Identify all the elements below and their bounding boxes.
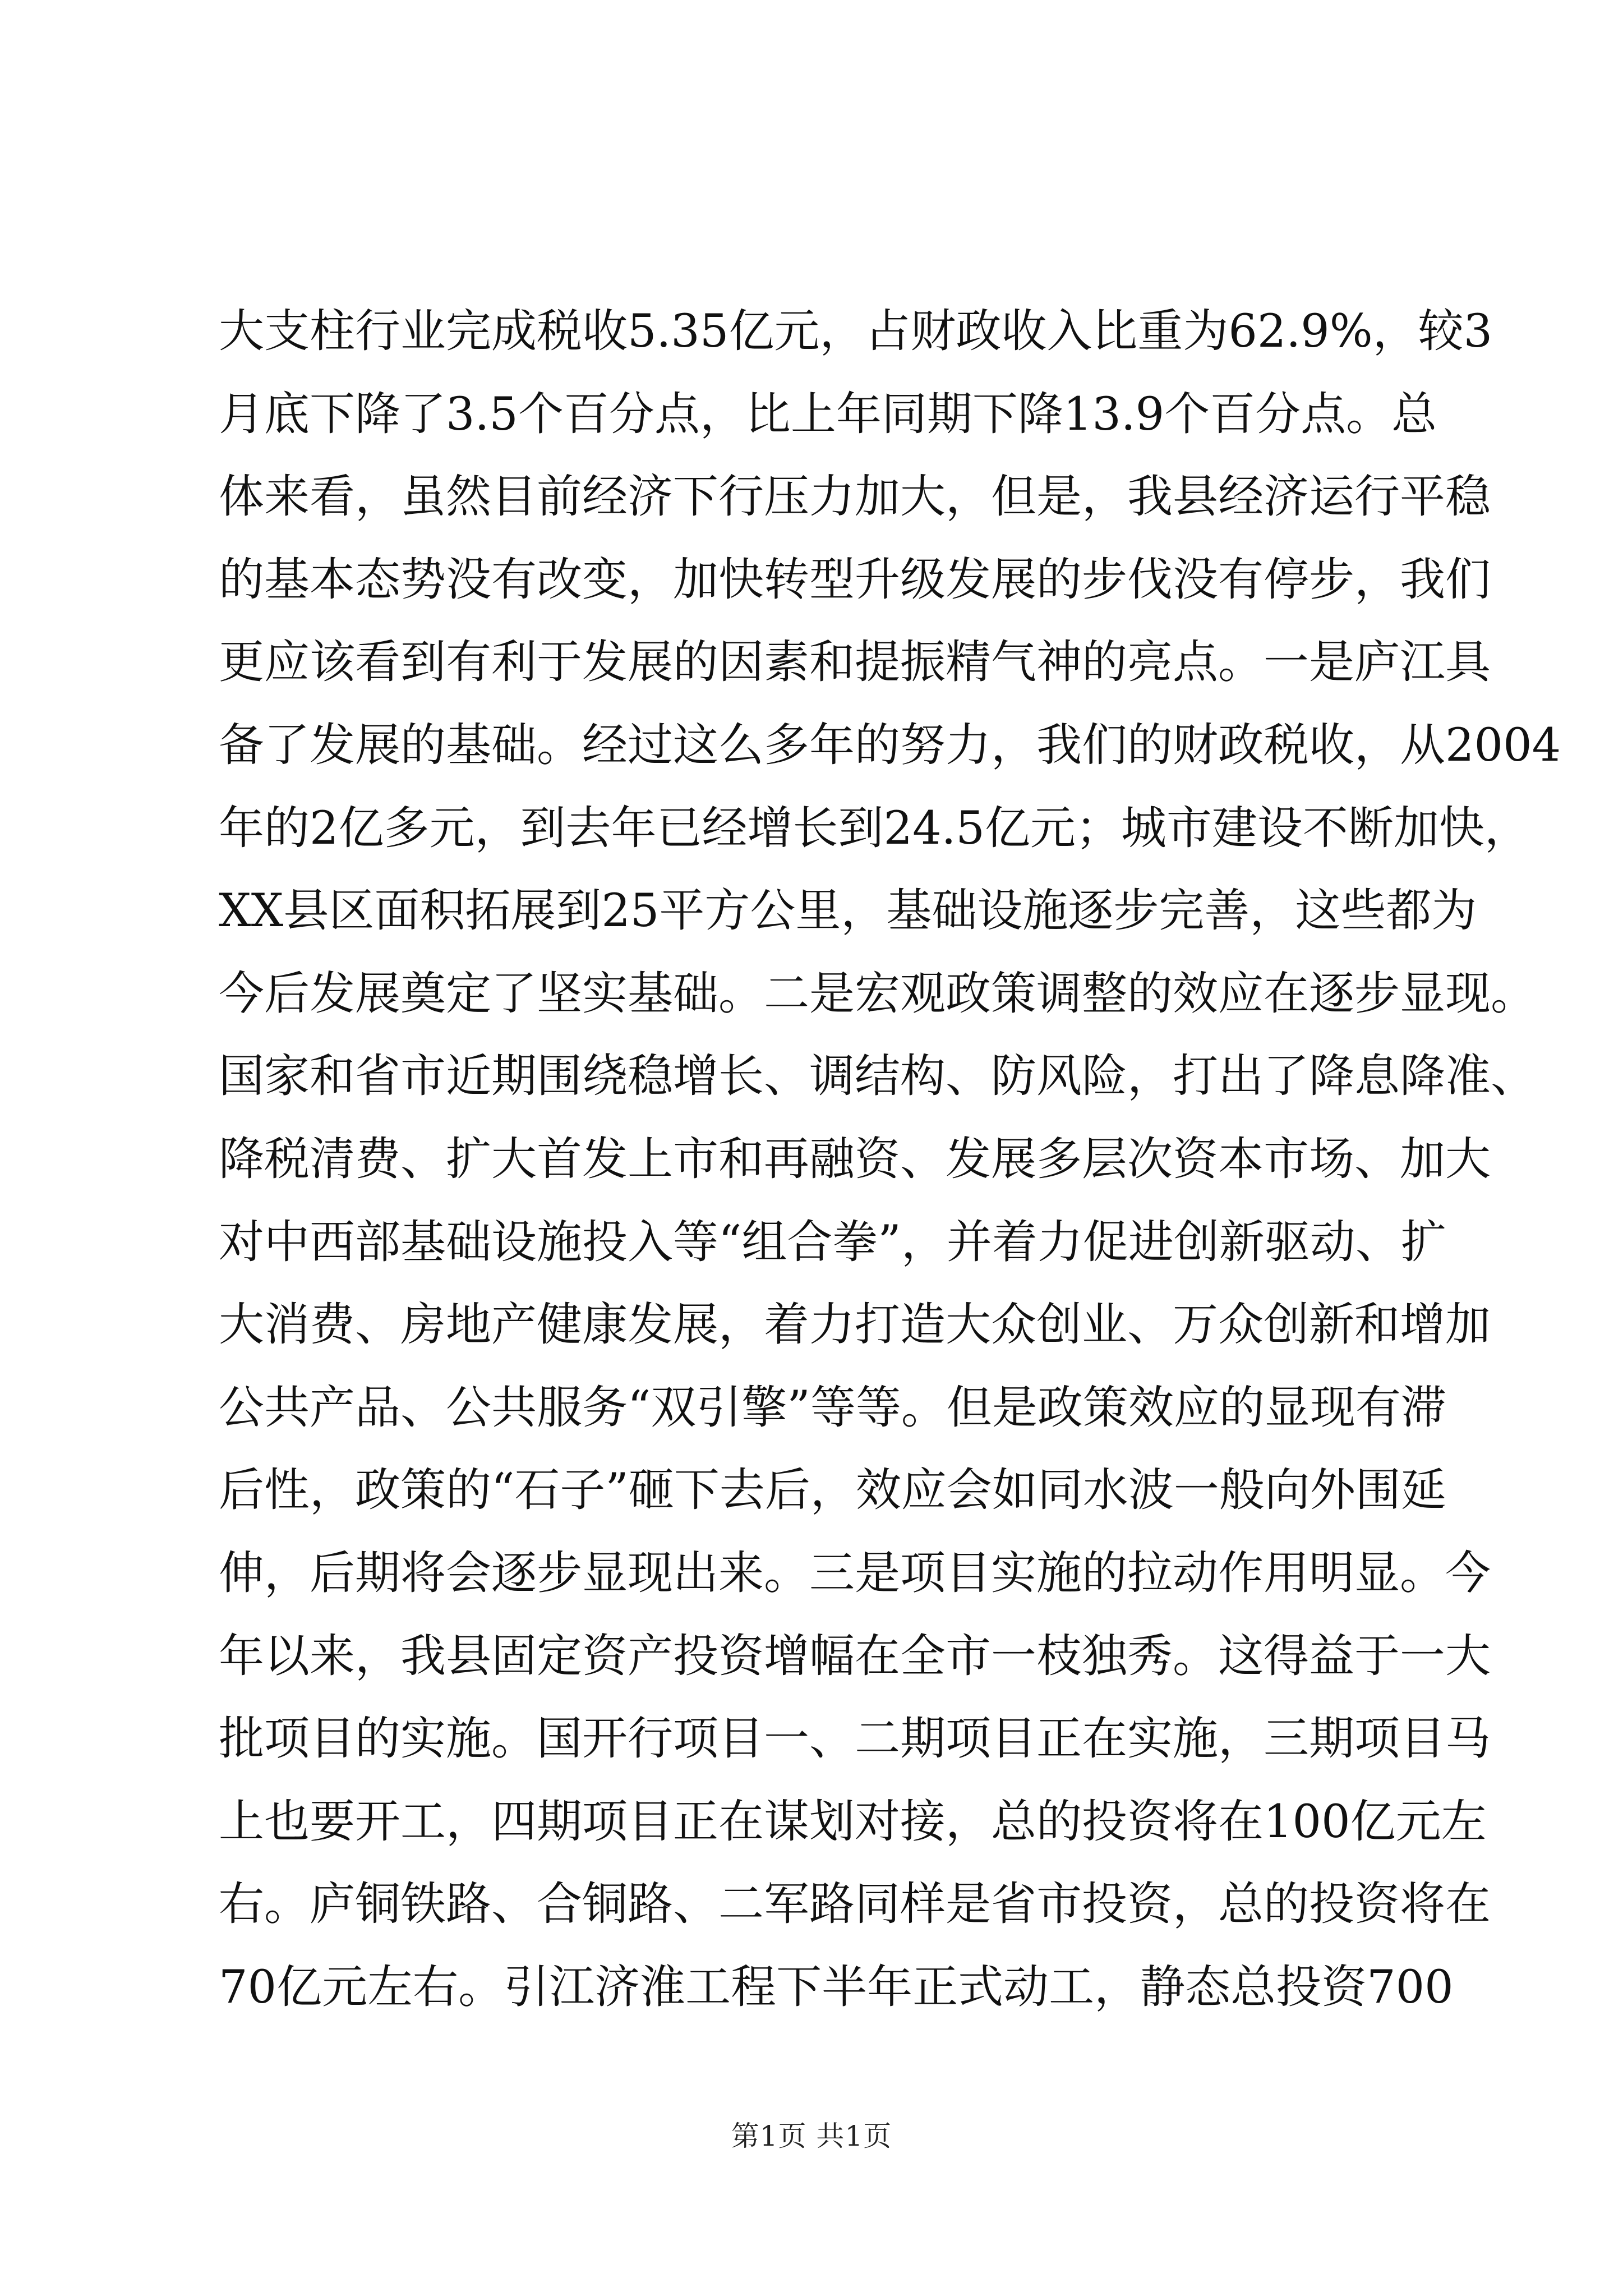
text-line-14: 公共产品、公共服务“双引擎”等等。但是政策效应的显现有滞	[219, 1381, 1446, 1434]
text-line-13: 大消费、房地产健康发展，着力打造大众创业、万众创新和增加	[219, 1299, 1491, 1352]
document-body	[219, 291, 1561, 2029]
text-line-10: 国家和省市近期围绕稳增长、调结构、防风险，打出了降息降准、	[219, 1050, 1537, 1103]
text-line-3: 体来看，虽然目前经济下行压力加大，但是，我县经济运行平稳	[219, 471, 1491, 524]
text-line-20: 右。庐铜铁路、合铜路、二军路同样是省市投资，总的投资将在	[219, 1878, 1491, 1931]
text-line-12: 对中西部基础设施投入等“组合拳”，并着力促进创新驱动、扩	[219, 1216, 1446, 1269]
text-line-17: 年以来，我县固定资产投资增幅在全市一枝独秀。这得益于一大	[219, 1630, 1491, 1683]
text-line-8: XX县区面积拓展到25平方公里，基础设施逐步完善，这些都为	[219, 885, 1477, 938]
text-line-4: 的基本态势没有改变，加快转型升级发展的步伐没有停步，我们	[219, 553, 1491, 606]
text-line-11: 降税清费、扩大首发上市和再融资、发展多层次资本市场、加大	[219, 1133, 1491, 1186]
text-line-21: 70亿元左右。引江济淮工程下半年正式动工，静态总投资700	[219, 1961, 1454, 2014]
text-line-18: 批项目的实施。国开行项目一、二期项目正在实施，三期项目马	[219, 1713, 1491, 1766]
text-line-19: 上也要开工，四期项目正在谋划对接，总的投资将在100亿元左	[219, 1795, 1487, 1848]
text-line-9: 今后发展奠定了坚实基础。二是宏观政策调整的效应在逐步显现。	[219, 967, 1537, 1020]
text-line-16: 伸，后期将会逐步显现出来。三是项目实施的拉动作用明显。今	[219, 1547, 1491, 1600]
text-line-5: 更应该看到有利于发展的因素和提振精气神的亮点。一是庐江具	[219, 636, 1491, 689]
text-line-7: 年的2亿多元，到去年已经增长到24.5亿元；城市建设不断加快，	[219, 802, 1530, 855]
text-line-1: 大支柱行业完成税收5.35亿元，占财政收入比重为62.9%，较3	[219, 305, 1493, 358]
text-line-6: 备了发展的基础。经过这么多年的努力，我们的财政税收，从2004	[219, 719, 1561, 772]
text-line-2: 月底下降了3.5个百分点，比上年同期下降13.9个百分点。总	[219, 388, 1437, 441]
text-line-15: 后性，政策的“石子”砸下去后，效应会如同水波一般向外围延	[219, 1464, 1446, 1517]
page-footer: 第1页 共1页	[731, 2120, 892, 2152]
